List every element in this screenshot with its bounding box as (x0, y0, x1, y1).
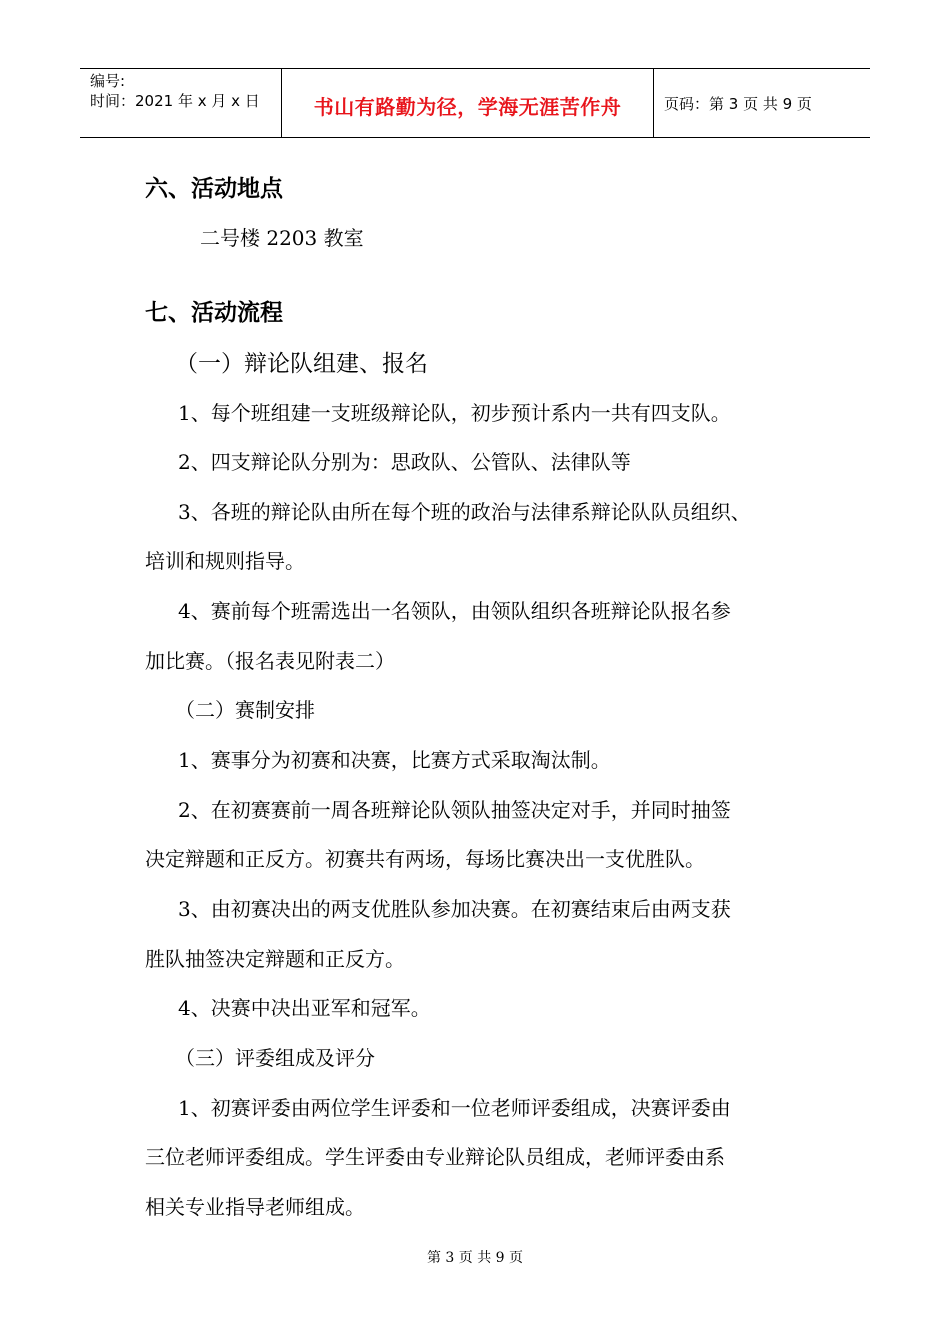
paragraph-line: 4、赛前每个班需选出一名领队，由领队组织各班辩论队报名参 (178, 599, 731, 623)
subsection-heading: （二）赛制安排 (175, 698, 315, 722)
subsection-heading: （三）评委组成及评分 (175, 1046, 375, 1070)
paragraph-line: 1、初赛评委由两位学生评委和一位老师评委组成，决赛评委由 (178, 1096, 731, 1120)
paragraph-line: 加比赛。（报名表见附表二） (145, 649, 395, 673)
paragraph-line: 1、赛事分为初赛和决赛，比赛方式采取淘汰制。 (178, 748, 611, 772)
paragraph-line: 1、每个班组建一支班级辩论队，初步预计系内一共有四支队。 (178, 401, 731, 425)
header-meta (90, 71, 260, 111)
section-title-location: 六、活动地点 (145, 176, 283, 202)
paragraph-line: 胜队抽签决定辩题和正反方。 (145, 947, 405, 971)
header-motto: 书山有路勤为径，学海无涯苦作舟 (313, 95, 622, 119)
paragraph-line: 4、决赛中决出亚军和冠军。 (178, 996, 431, 1020)
paragraph-line: 2、四支辩论队分别为：思政队、公管队、法律队等 (178, 450, 631, 474)
paragraph-line: 2、在初赛赛前一周各班辩论队领队抽签决定对手，并同时抽签 (178, 798, 731, 822)
paragraph-line: 3、各班的辩论队由所在每个班的政治与法律系辩论队队员组织、 (178, 500, 751, 524)
page-header (80, 68, 870, 138)
paragraph-line: 培训和规则指导。 (145, 549, 305, 573)
paragraph-line: 3、由初赛决出的两支优胜队参加决赛。在初赛结束后由两支获 (178, 897, 731, 921)
serial-label: 编号: (90, 72, 126, 90)
time-label: 时间：2021 年 x 月 x 日 (90, 92, 260, 110)
paragraph-line: 相关专业指导老师组成。 (145, 1195, 365, 1219)
header-divider (653, 69, 654, 137)
subsection-heading: （一）辩论队组建、报名 (175, 351, 428, 377)
header-page-info: 页码：第 3 页 共 9 页 (664, 95, 812, 113)
section-title-process: 七、活动流程 (145, 300, 283, 326)
location-text: 二号楼 2203 教室 (200, 226, 364, 250)
page-footer: 第 3 页 共 9 页 (426, 1250, 524, 1266)
paragraph-line: 决定辩题和正反方。初赛共有两场，每场比赛决出一支优胜队。 (145, 847, 705, 871)
paragraph-line: 三位老师评委组成。学生评委由专业辩论队员组成，老师评委由系 (145, 1145, 725, 1169)
